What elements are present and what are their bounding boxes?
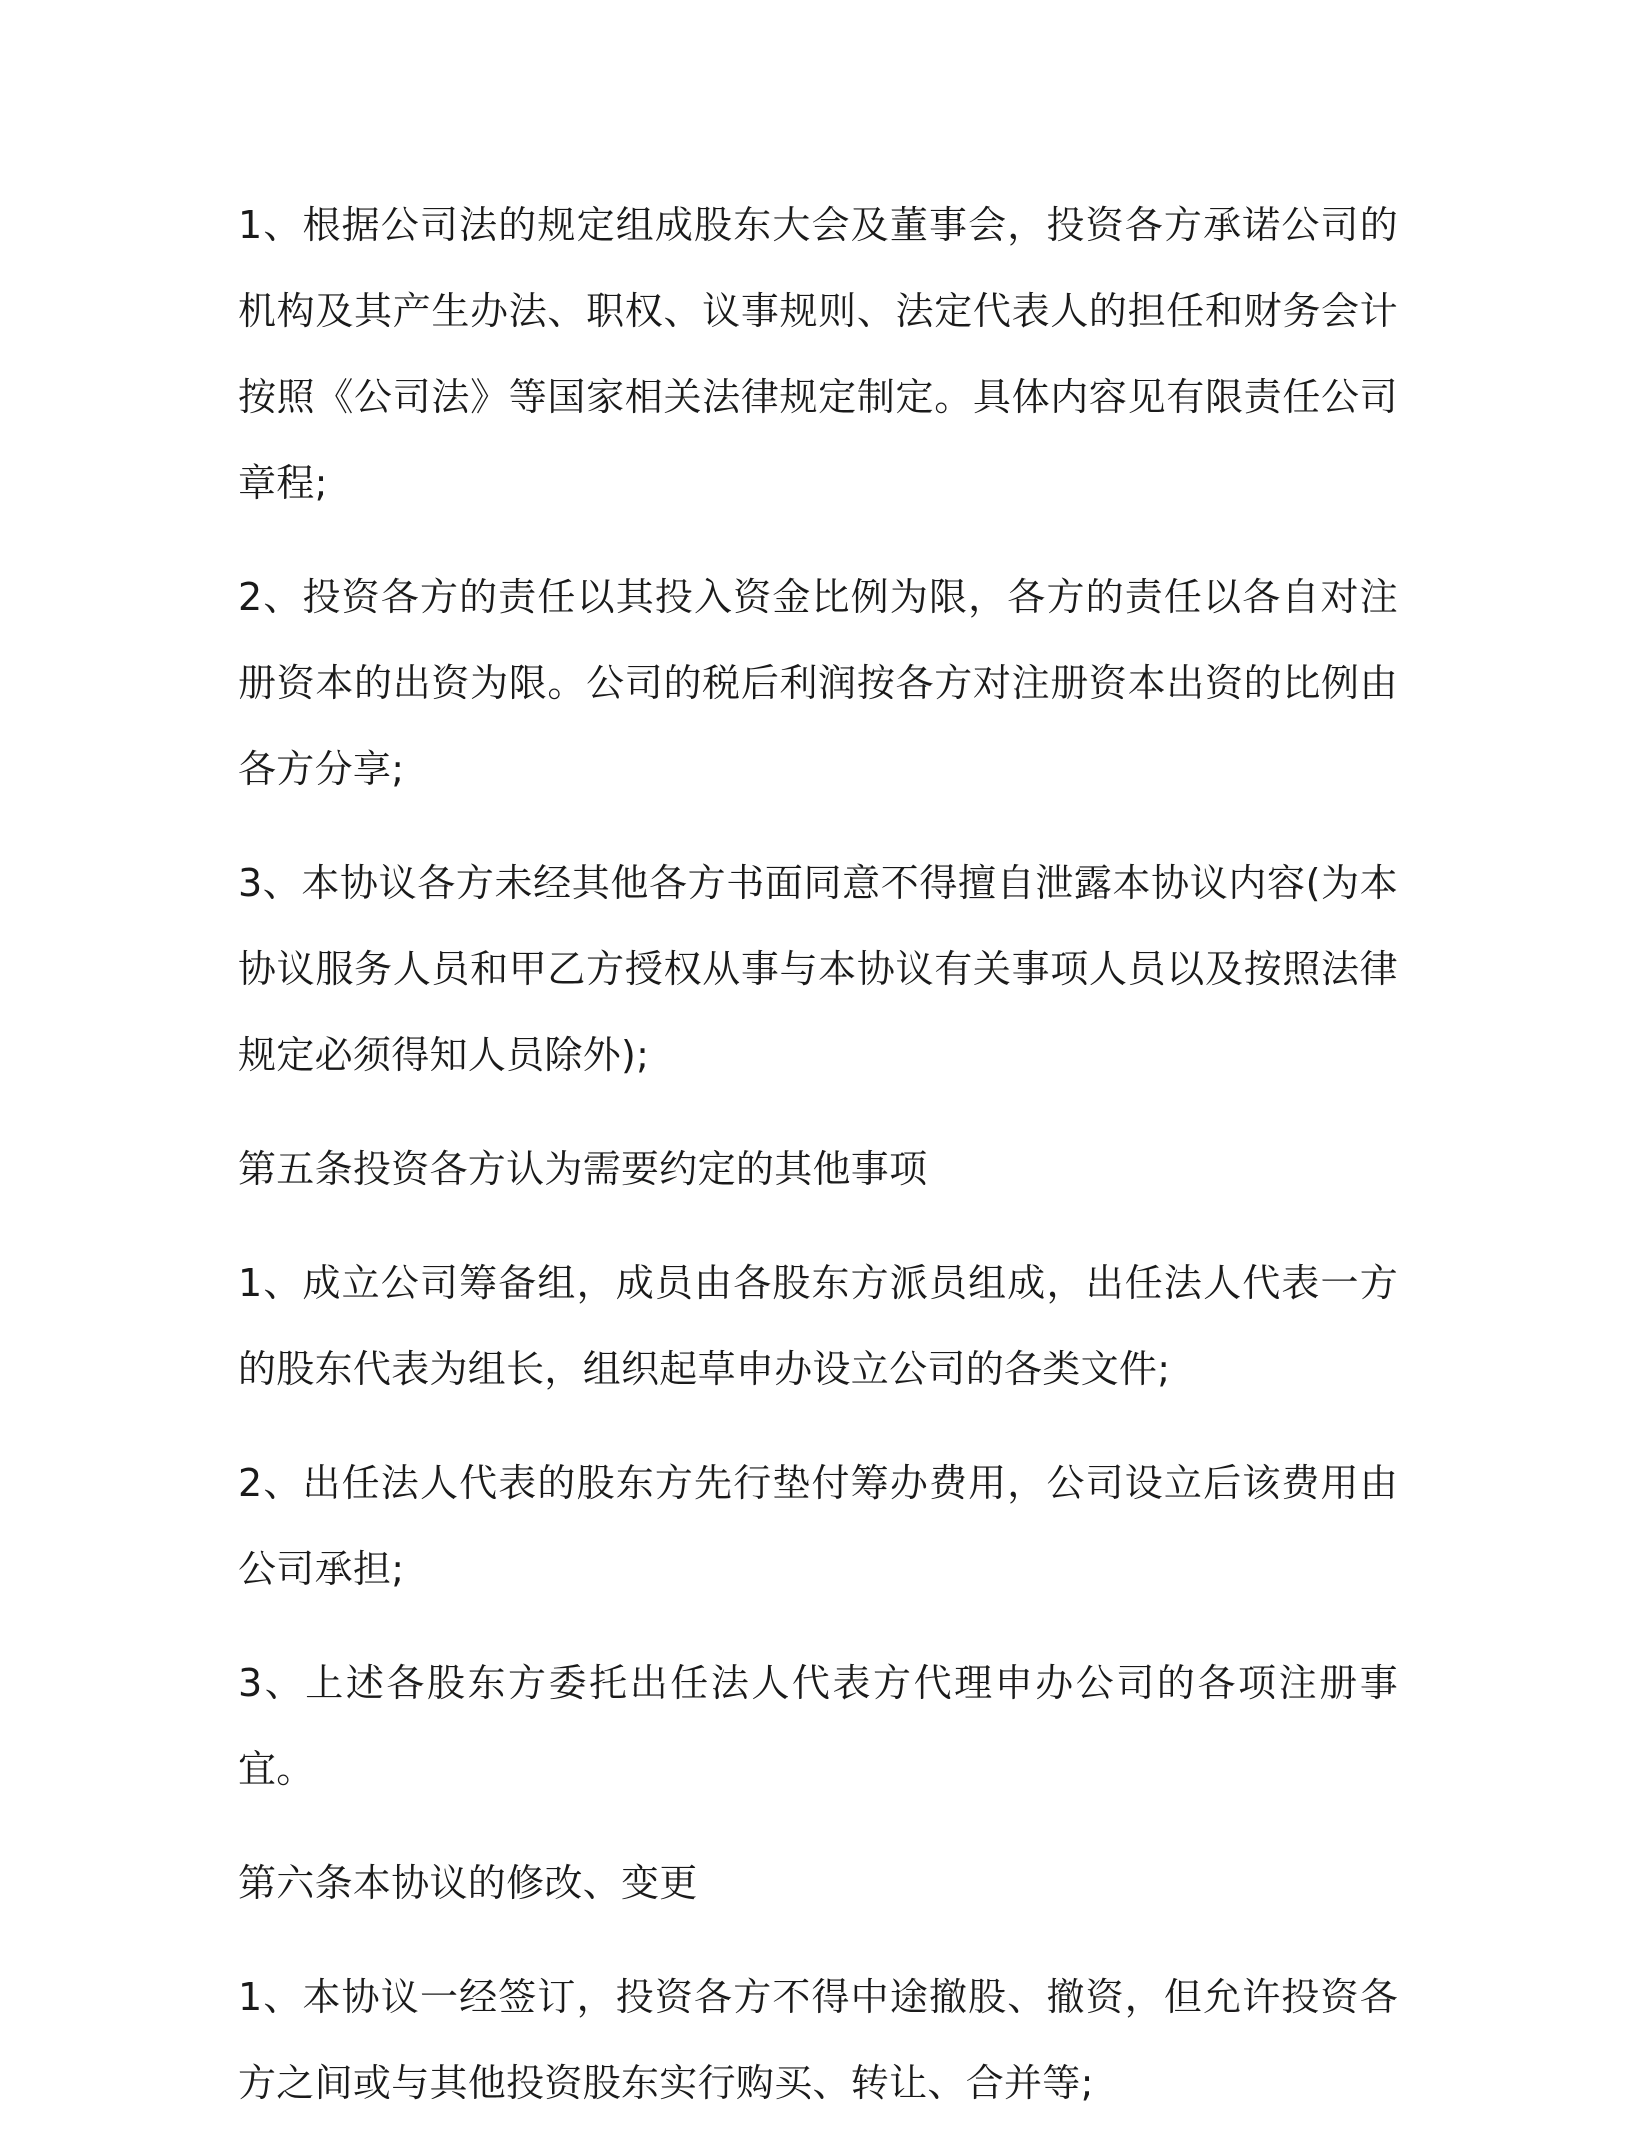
article-6-heading: 第六条本协议的修改、变更: [238, 1861, 698, 1905]
clause-4-item-1: 1、根据公司法的规定组成股东大会及董事会，投资各方承诺公司的机构及其产生办法、职权、议事规则、法定代表人的担任和财务会计按照《公司法》等国家相关法律规定制定。具体内容见有限责任公司章程;: [238, 203, 1398, 505]
document-page: [238, 182, 1398, 2154]
clause-4-item-3: 3、本协议各方未经其他各方书面同意不得擅自泄露本协议内容(为本协议服务人员和甲乙方授权从事与本协议有关事项人员以及按照法律规定必须得知人员除外);: [238, 861, 1398, 1077]
article-6-item-1: 1、本协议一经签订，投资各方不得中途撤股、撤资，但允许投资各方之间或与其他投资股东实行购买、转让、合并等;: [238, 1975, 1398, 2105]
article-5-heading: 第五条投资各方认为需要约定的其他事项: [238, 1147, 928, 1191]
clause-4-item-2: 2、投资各方的责任以其投入资金比例为限，各方的责任以各自对注册资本的出资为限。公司的税后利润按各方对注册资本出资的比例由各方分享;: [238, 575, 1398, 791]
article-5-item-2: 2、出任法人代表的股东方先行垫付筹办费用，公司设立后该费用由公司承担;: [238, 1461, 1398, 1591]
article-5-item-3: 3、上述各股东方委托出任法人代表方代理申办公司的各项注册事宜。: [238, 1661, 1398, 1791]
article-5-item-1: 1、成立公司筹备组，成员由各股东方派员组成，出任法人代表一方的股东代表为组长，组织起草申办设立公司的各类文件;: [238, 1261, 1398, 1391]
